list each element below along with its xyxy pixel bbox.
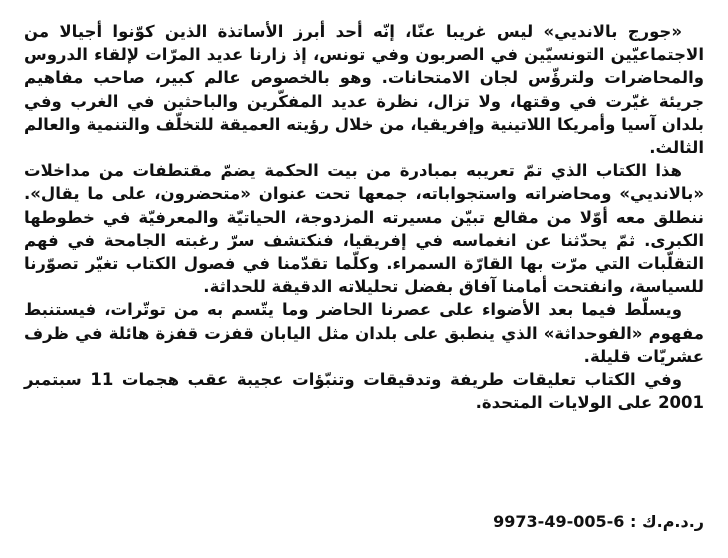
paragraph-book-content: هذا الكتاب الذي تمّ تعريبه بمبادرة من بيت الحكمة يضمّ مقتطفات من مداخلات «بالانديي» ومحاضراته واستجواباته، جمعها تحت عنوان «متحضرون، على ما يقال». ننطلق معه أوّلا من مقالع تبيّن مسيرته المزدوجة، الحياتيّة والمعرفيّة في خطوطها الكبرى. ثمّ يحدّثنا عن انغماسه في إفريقيا، فنكتشف سرّ رغبته الجامحة في فهم التقلّبات التي مرّت بها القارّة السمراء. وكلّما تقدّمنا في فصول الكتاب تغيّر تصوّرنا للسياسة، وانفتحت أمامنا آفاق بفضل تحليلاته الدقيقة للحداثة. bbox=[24, 161, 704, 297]
paragraph-predictions: وفي الكتاب تعليقات طريفة وتدقيقات وتنبّؤات عجيبة عقب هجمات 11 سبتمبر 2001 على الولايات المتحدة. bbox=[24, 370, 704, 413]
summary-text bbox=[24, 20, 704, 414]
isbn-line: ر.د.م.ك : 6-005-49-9973 bbox=[493, 512, 704, 531]
paragraph-intro: «جورج بالانديي» ليس غريبا عنّا، إنّه أحد أبرز الأساتذة الذين كوّنوا أجيالا من الاجتماعيّين التونسيّين في الصربون وفي تونس، إذ زارنا عديد المرّات لإلقاء الدروس والمحاضرات ولترؤّس لجان الامتحانات. وهو بالخصوص عالم كبير، صاحب مفاهيم جريئة غيّرت في وقتها، ولا تزال، نظرة عديد المفكّرين والباحثين في الغرب وفي بلدان آسيا وأمريكا اللاتينية وإفريقيا، من خلال رؤيته العميقة للتخلّف والتنمية والعالم الثالث. bbox=[24, 22, 704, 158]
paragraph-modernity: ويسلّط فيما بعد الأضواء على عصرنا الحاضر وما يتّسم به من توتّرات، فيستنبط مفهوم «الفوحداثة» الذي ينطبق على بلدان مثل اليابان قفزت قفزة هائلة في ظرف عشريّات قليلة. bbox=[24, 300, 704, 366]
